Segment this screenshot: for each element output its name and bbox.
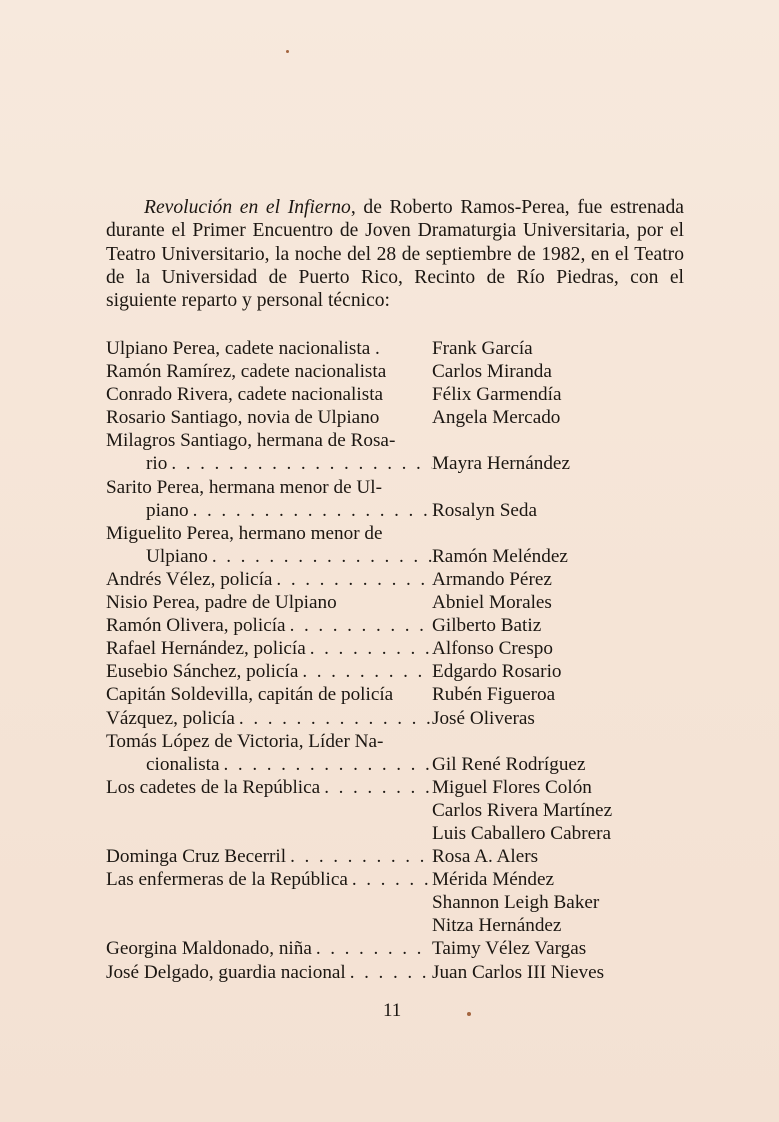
dot-leader bbox=[298, 660, 432, 683]
role-name: Andrés Vélez, policía bbox=[106, 568, 273, 590]
role-name: Georgina Maldonado, niña bbox=[106, 938, 312, 960]
actor-name: Gil René Rodríguez bbox=[432, 753, 586, 775]
cast-row bbox=[106, 799, 706, 822]
actor-name: Carlos Rivera Martínez bbox=[432, 799, 613, 821]
actor-name: Ramón Meléndez bbox=[432, 545, 568, 567]
actor-name: Angela Mercado bbox=[432, 407, 561, 429]
actor-name: Gilberto Batiz bbox=[432, 615, 542, 637]
cast-row bbox=[106, 360, 706, 383]
dot-leader bbox=[208, 545, 432, 568]
cast-row bbox=[106, 383, 706, 406]
role-name: Conrado Rivera, cadete nacionalista bbox=[106, 384, 384, 406]
role-name: Las enfermeras de la República bbox=[106, 869, 348, 891]
dot-leader bbox=[306, 637, 432, 660]
cast-row bbox=[106, 937, 706, 960]
paper-speck bbox=[467, 1012, 471, 1016]
dot-leader bbox=[346, 961, 432, 984]
dot-leader bbox=[320, 776, 432, 799]
role-name: Ramón Ramírez, cadete nacionalista bbox=[106, 361, 387, 383]
actor-name: Mayra Hernández bbox=[432, 453, 570, 475]
dot-leader bbox=[286, 614, 432, 637]
cast-row bbox=[106, 868, 706, 891]
cast-row bbox=[106, 591, 706, 614]
cast-row bbox=[106, 429, 706, 452]
cast-row bbox=[106, 683, 706, 706]
cast-row bbox=[106, 476, 706, 499]
cast-row bbox=[106, 337, 706, 360]
dot-leader bbox=[167, 452, 432, 475]
actor-name: Miguel Flores Colón bbox=[432, 776, 592, 798]
cast-row bbox=[106, 545, 706, 568]
role-name: cionalista bbox=[146, 753, 220, 775]
cast-row bbox=[106, 614, 706, 637]
role-name: Milagros Santiago, hermana de Rosa- bbox=[106, 430, 396, 452]
dot-leader bbox=[235, 707, 432, 730]
actor-name: Armando Pérez bbox=[432, 568, 552, 590]
actor-name: Félix Garmendía bbox=[432, 384, 562, 406]
role-name: Rosario Santiago, novia de Ulpiano bbox=[106, 407, 380, 429]
dot-leader bbox=[312, 937, 432, 960]
cast-row bbox=[106, 914, 706, 937]
role-name: Ulpiano Perea, cadete nacionalista . bbox=[106, 338, 380, 359]
cast-row bbox=[106, 522, 706, 545]
actor-name: Frank García bbox=[432, 338, 533, 359]
cast-row bbox=[106, 660, 706, 683]
play-title: Revolución en el Infierno bbox=[144, 197, 351, 218]
role-name: Dominga Cruz Becerril bbox=[106, 846, 287, 868]
role-name: Capitán Soldevilla, capitán de policía bbox=[106, 684, 394, 706]
actor-name: Taimy Vélez Vargas bbox=[432, 938, 587, 960]
actor-name: Rosalyn Seda bbox=[432, 499, 537, 521]
actor-name: Alfonso Crespo bbox=[432, 638, 553, 660]
cast-row bbox=[106, 406, 706, 429]
dot-leader bbox=[286, 845, 432, 868]
dot-leader bbox=[272, 568, 432, 591]
cast-row bbox=[106, 730, 706, 753]
dot-leader bbox=[189, 499, 432, 522]
cast-row bbox=[106, 776, 706, 799]
role-name: Tomás López de Victoria, Líder Na- bbox=[106, 730, 384, 752]
actor-name: Shannon Leigh Baker bbox=[432, 892, 600, 914]
cast-row bbox=[106, 452, 706, 475]
cast-row bbox=[106, 822, 706, 845]
actor-name: Luis Caballero Cabrera bbox=[432, 822, 612, 844]
actor-name: Abniel Morales bbox=[432, 592, 552, 614]
role-name: José Delgado, guardia nacional bbox=[106, 961, 346, 983]
role-name: rio bbox=[146, 453, 168, 475]
cast-row bbox=[106, 707, 706, 730]
cast-row bbox=[106, 637, 706, 660]
actor-name: Rosa A. Alers bbox=[432, 846, 539, 868]
cast-row bbox=[106, 845, 706, 868]
role-name: Eusebio Sánchez, policía bbox=[106, 661, 299, 683]
actor-name: Mérida Méndez bbox=[432, 869, 555, 891]
actor-name: Nitza Hernández bbox=[432, 915, 562, 937]
cast-row bbox=[106, 891, 706, 914]
dot-leader bbox=[220, 753, 432, 776]
cast-row bbox=[106, 568, 706, 591]
dot-leader bbox=[348, 868, 432, 891]
cast-row bbox=[106, 753, 706, 776]
intro-paragraph bbox=[106, 196, 684, 312]
actor-name: Rubén Figueroa bbox=[432, 684, 556, 706]
paper-speck bbox=[286, 50, 289, 53]
role-name: Nisio Perea, padre de Ulpiano bbox=[106, 592, 337, 614]
actor-name: José Oliveras bbox=[432, 707, 535, 729]
page-number: 11 bbox=[383, 1000, 402, 1021]
role-name: Rafael Hernández, policía bbox=[106, 638, 306, 660]
role-name: piano bbox=[146, 499, 189, 521]
role-name: Vázquez, policía bbox=[106, 707, 235, 729]
role-name: Sarito Perea, hermana menor de Ul- bbox=[106, 476, 382, 498]
actor-name: Edgardo Rosario bbox=[432, 661, 562, 683]
actor-name: Juan Carlos III Nieves bbox=[432, 961, 605, 983]
cast-list bbox=[106, 337, 706, 984]
role-name: Los cadetes de la República bbox=[106, 776, 321, 798]
cast-row bbox=[106, 499, 706, 522]
role-name: Ramón Olivera, policía bbox=[106, 615, 286, 637]
role-name: Miguelito Perea, hermano menor de bbox=[106, 522, 383, 544]
role-name: Ulpiano bbox=[146, 545, 208, 567]
cast-row bbox=[106, 961, 706, 984]
actor-name: Carlos Miranda bbox=[432, 361, 552, 383]
intro-text: , de Roberto Ramos-Perea, fue estrenada durante el Primer Encuentro de Joven Dramaturgia Universitaria, por el Teatro Universitario, la noche del 28 de septiembre de 1982, en el Teatro de la Universidad de Puerto Rico, Recinto de Río Piedras, con el siguiente reparto y personal técnico: bbox=[106, 197, 684, 312]
